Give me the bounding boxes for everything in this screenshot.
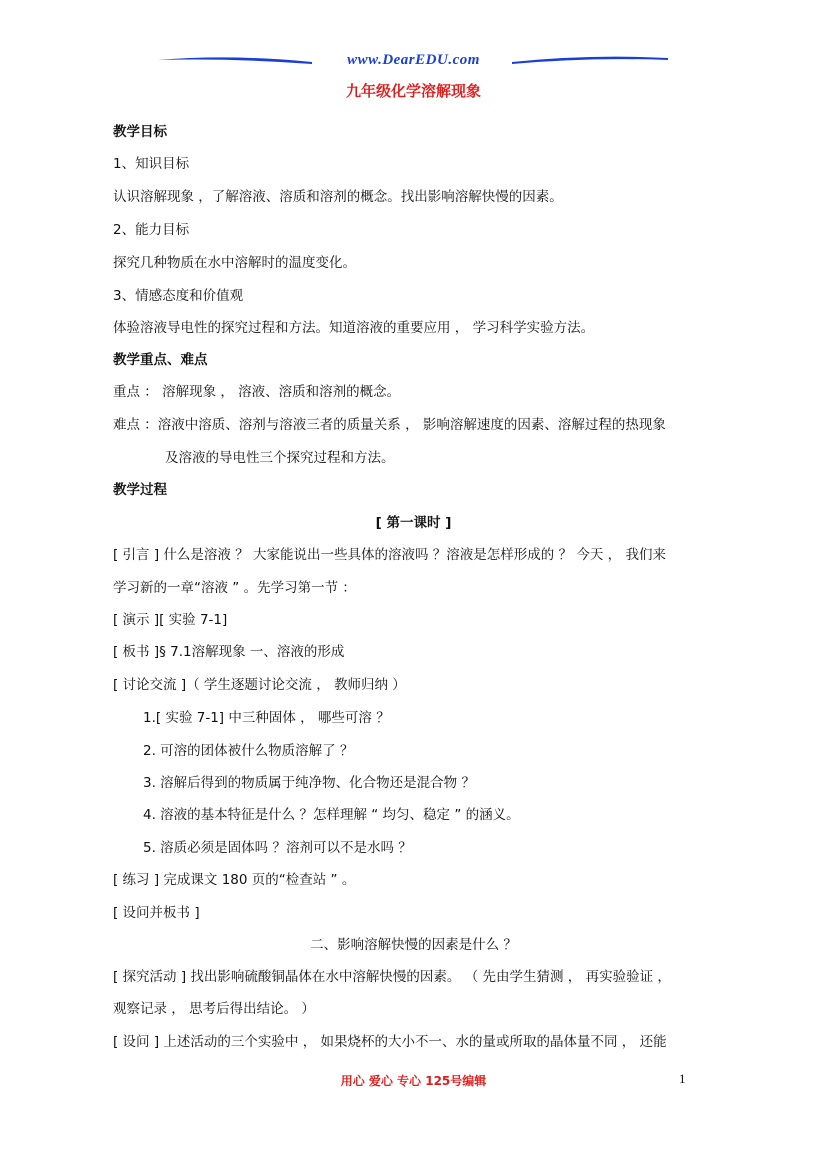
text-line: 3、情感态度和价值观 (113, 288, 244, 304)
text-line: [ 设问并板书 ] (113, 905, 200, 921)
text-line: [ 讨论交流 ]（ 学生逐题讨论交流 ， 教师归纳 ） (113, 677, 406, 693)
document-title: 九年级化学溶解现象 (345, 82, 481, 100)
text-line: [ 引言 ] 什么是溶液 ？ 大家能说出一些具体的溶液吗 ？溶液是怎样形成的 ？ 今天 ， 我们来 (113, 547, 666, 563)
text-line: 观察记录 ， 思考后得出结论。 ） (113, 1001, 315, 1017)
section-heading-process: 教学过程 (113, 482, 167, 498)
list-item: 3. 溶解后得到的物质属于纯净物、化合物还是混合物 ？ (143, 775, 475, 791)
subheading: 二、影响溶解快慢的因素是什么 ？ (310, 937, 517, 953)
text-line: 及溶液的导电性三个探究过程和方法。 (165, 450, 395, 466)
text-line: 体验溶液导电性的探究过程和方法。知道溶液的重要应用 ， 学习科学实验方法。 (113, 320, 595, 336)
text-line: [ 设问 ] 上述活动的三个实验中 ， 如果烧杯的大小不一、水的量或所取的晶体量不同 ， 还能 (113, 1034, 667, 1050)
text-line: 重点 ： 溶解现象 ， 溶液、溶质和溶剂的概念。 (113, 384, 401, 400)
text-line: 难点 ：溶液中溶质、溶剂与溶液三者的质量关系 ， 影响溶解速度的因素、溶解过程的热现象 (113, 417, 666, 433)
list-item: 4. 溶液的基本特征是什么 ？怎样理解 “ 均匀、稳定 ” 的涵义。 (143, 807, 520, 823)
text-line: [ 板书 ]§ 7.1溶解现象 一、溶液的形成 (113, 644, 345, 660)
text-line: 认识溶解现象 ，了解溶液、溶质和溶剂的概念。找出影响溶解快慢的因素。 (113, 189, 563, 205)
text-line: 探究几种物质在水中溶解时的温度变化。 (113, 255, 356, 271)
text-line: 1、知识目标 (113, 156, 190, 172)
site-url: www.DearEDU.com (347, 52, 480, 68)
footer-text: 用心 爱心 专心 125号编辑 (340, 1074, 487, 1088)
text-line: [ 练习 ] 完成课文 180 页的“检查站 ” 。 (113, 872, 356, 888)
list-item: 1.[ 实验 7-1] 中三种固体 ， 哪些可溶 ？ (143, 710, 390, 726)
text-line: [ 演示 ][ 实验 7-1] (113, 612, 228, 628)
text-line: 2、能力目标 (113, 222, 190, 238)
lesson-label: [ 第一课时 ] (375, 515, 452, 531)
section-heading-key-points: 教学重点、难点 (113, 352, 208, 368)
list-item: 5. 溶质必须是固体吗 ？溶剂可以不是水吗 ？ (143, 840, 412, 856)
text-line: [ 探究活动 ] 找出影响硫酸铜晶体在水中溶解快慢的因素。 （ 先由学生猜测 ， 再实验验证 ， (113, 969, 671, 985)
page-number: 1 (679, 1071, 686, 1086)
text-line: 学习新的一章“溶液 ” 。先学习第一节 ： (113, 580, 356, 596)
section-heading-objectives: 教学目标 (113, 124, 167, 140)
list-item: 2. 可溶的团体被什么物质溶解了 ？ (143, 743, 354, 759)
